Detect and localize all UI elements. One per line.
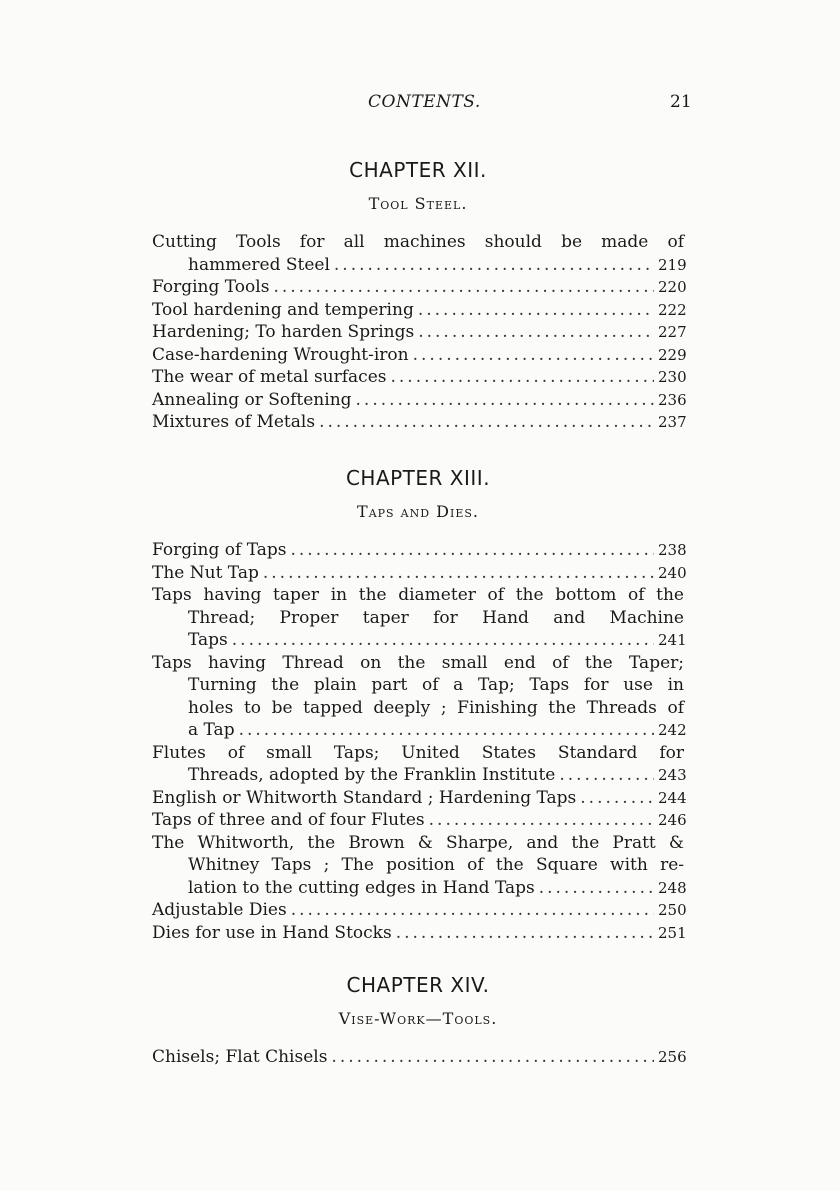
dot-leader xyxy=(356,389,654,412)
entry-page-number: 229 xyxy=(658,345,687,364)
toc-entry xyxy=(152,411,687,434)
chapter-xiii xyxy=(152,463,687,944)
toc-entry xyxy=(152,276,687,299)
entry-title: Annealing or Softening xyxy=(152,389,352,410)
dot-leader xyxy=(418,299,654,322)
dot-leader xyxy=(334,254,654,277)
entry-page-number: 241 xyxy=(658,631,687,649)
entry-page-number: 240 xyxy=(658,563,687,582)
entry-title: hammered Steel xyxy=(188,254,330,275)
dot-leader xyxy=(273,276,654,299)
entry-title: Threads, adopted by the Franklin Institute xyxy=(188,765,556,785)
toc-entry xyxy=(152,787,687,810)
entry-page-number: 227 xyxy=(658,323,687,341)
toc-entry xyxy=(152,652,687,742)
entry-page-number: 219 xyxy=(658,255,687,274)
dot-leader xyxy=(418,321,654,344)
dot-leader xyxy=(413,344,654,367)
entry-page-number: 256 xyxy=(658,1048,687,1066)
chapter-xii xyxy=(152,155,687,434)
chapter-xiv xyxy=(152,970,687,1069)
entry-title: Forging Tools xyxy=(152,277,270,297)
entry-title: Taps of three and of four Flutes xyxy=(152,810,425,830)
entry-title: English or Whitworth Standard ; Hardening Taps xyxy=(152,787,577,808)
entry-page-number: 246 xyxy=(658,811,687,829)
entry-title: Forging of Taps xyxy=(152,540,287,560)
entry-page-number: 243 xyxy=(658,766,687,784)
chapter-subtitle: Vise-Work—Tools. xyxy=(338,1009,498,1028)
page-number: 21 xyxy=(670,92,692,112)
entry-title: Case-hardening Wrought-iron xyxy=(152,344,409,365)
chapter-heading: CHAPTER XIII. xyxy=(345,466,491,490)
entry-page-number: 238 xyxy=(658,541,687,559)
entry-line: Flutes of small Taps; United States Standard for xyxy=(152,742,684,763)
entry-title: Tool hardening and tempering xyxy=(152,299,414,320)
entry-line: The Whitworth, the Brown & Sharpe, and the Pratt & xyxy=(152,832,684,853)
entry-page-number: 230 xyxy=(658,368,687,386)
entry-page-number: 242 xyxy=(658,721,687,739)
entry-title: The wear of metal surfaces xyxy=(152,367,387,387)
toc-entry xyxy=(152,299,687,322)
toc-entry xyxy=(152,899,687,922)
toc-entry xyxy=(152,344,687,367)
toc-entry xyxy=(152,366,687,389)
toc-entry xyxy=(152,742,687,787)
entry-line: Thread; Proper taper for Hand and Machine xyxy=(188,607,684,628)
toc-entry xyxy=(152,922,687,945)
entry-title: Dies for use in Hand Stocks xyxy=(152,922,392,943)
entry-title: Chisels; Flat Chisels xyxy=(152,1047,328,1067)
dot-leader xyxy=(539,877,654,900)
entry-line: Cutting Tools for all machines should be made of xyxy=(152,232,684,252)
toc-entry xyxy=(152,539,687,562)
toc-entry xyxy=(152,832,687,900)
entry-line: Taps having taper in the diameter of the bottom of the xyxy=(152,585,684,605)
entry-page-number: 250 xyxy=(658,901,687,919)
entry-title: The Nut Tap xyxy=(152,562,259,583)
dot-leader xyxy=(390,366,654,389)
entry-title: Adjustable Dies xyxy=(152,900,287,920)
entry-page-number: 248 xyxy=(658,878,687,897)
entry-line: Turning the plain part of a Tap; Taps for use in xyxy=(188,675,684,695)
chapter-subtitle: Tool Steel. xyxy=(368,194,468,213)
entry-page-number: 220 xyxy=(658,278,687,296)
entry-title: Hardening; To harden Springs xyxy=(152,322,415,342)
entry-title: a Tap xyxy=(188,720,235,740)
toc-entry xyxy=(152,321,687,344)
dot-leader xyxy=(263,562,654,585)
entry-title: Mixtures of Metals xyxy=(152,412,316,432)
entry-page-number: 222 xyxy=(658,300,687,319)
entry-title: lation to the cutting edges in Hand Taps xyxy=(188,877,535,898)
entry-page-number: 251 xyxy=(658,923,687,942)
chapter-heading: CHAPTER XII. xyxy=(349,158,487,182)
entry-line: holes to be tapped deeply ; Finishing the Threads of xyxy=(188,697,684,718)
dot-leader xyxy=(559,764,654,787)
chapter-heading: CHAPTER XIV. xyxy=(346,973,490,997)
dot-leader xyxy=(319,411,654,434)
dot-leader xyxy=(232,629,654,652)
toc-entry xyxy=(152,584,687,652)
entry-page-number: 237 xyxy=(658,413,687,431)
dot-leader xyxy=(396,922,654,945)
toc-entry xyxy=(152,1046,687,1069)
dot-leader xyxy=(331,1046,654,1069)
running-title: CONTENTS. xyxy=(368,92,481,112)
toc-entry xyxy=(152,389,687,412)
toc-entry xyxy=(152,562,687,585)
entry-line: Whitney Taps ; The position of the Square with re- xyxy=(188,855,684,875)
chapter-subtitle: Taps and Dies. xyxy=(357,502,479,521)
entry-page-number: 244 xyxy=(658,788,687,807)
dot-leader xyxy=(429,809,654,832)
dot-leader xyxy=(291,899,654,922)
entry-line: Taps having Thread on the small end of the Taper; xyxy=(152,652,684,673)
entry-page-number: 236 xyxy=(658,390,687,409)
dot-leader xyxy=(290,539,654,562)
dot-leader xyxy=(580,787,654,810)
entry-title: Taps xyxy=(188,630,228,650)
toc-entry xyxy=(152,231,687,276)
toc-entry xyxy=(152,809,687,832)
dot-leader xyxy=(239,719,654,742)
running-head xyxy=(0,92,840,116)
